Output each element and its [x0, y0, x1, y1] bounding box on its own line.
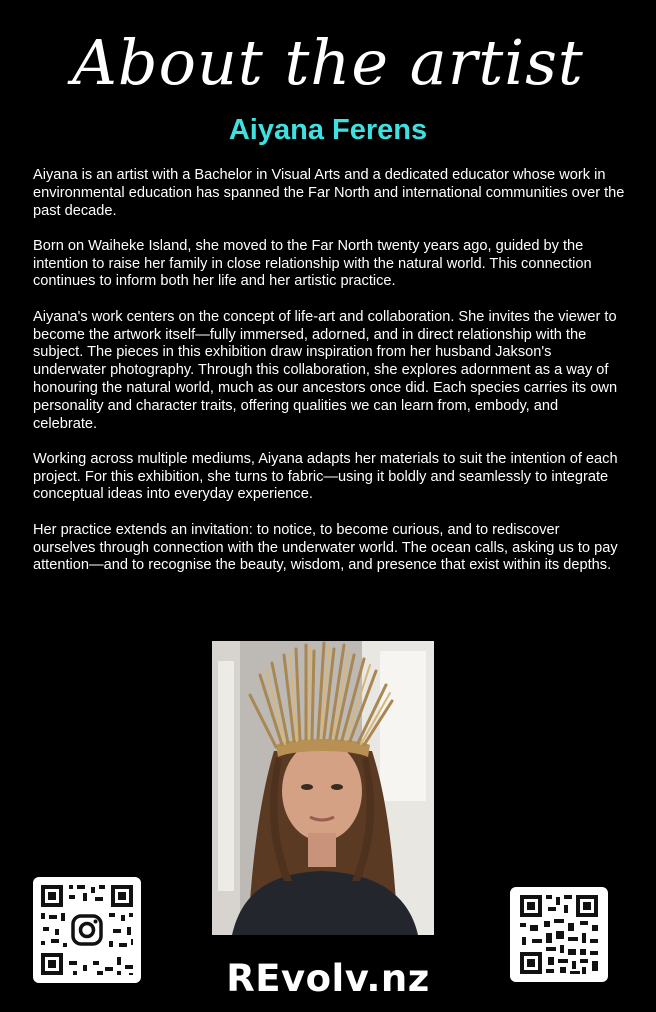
artist-name: Aiyana Ferens — [228, 114, 428, 146]
bio-paragraph: Aiyana's work centers on the concept of life-art and collaboration. She invites the viewer to become the artwork itself—fully immersed, adorned, and in direct relationship with the subject. The pieces in this exhibition draw inspiration from her husband Jakson's underwater photography. Through this collaboration, she explores adornment as a way of honouring the natural world, much as our ancestors once did. Each species carries its own personality and character traits, offering qualities we can learn from, embody, and celebrate. — [33, 308, 618, 432]
artist-photo — [212, 641, 434, 935]
bio-paragraph: Born on Waiheke Island, she moved to the Far North twenty years ago, guided by the intention to raise her family in close relationship with the natural world. This connection continues to inform both her life and her artistic practice. — [33, 237, 592, 290]
bio-paragraph: Her practice extends an invitation: to notice, to become curious, and to rediscover ourselves through connection with the underwater world. The ocean calls, asking us to pay attention—and to recognise the beauty, wisdom, and presence that exist within its depths. — [33, 521, 618, 574]
page-title: About the artist — [72, 26, 584, 99]
artist-bio — [33, 167, 625, 593]
website-link[interactable]: REvolv.nz — [226, 957, 430, 1000]
bio-paragraph: Aiyana is an artist with a Bachelor in Visual Arts and a dedicated educator whose work in environmental education has spanned the Far North and international communities over the past decade. — [33, 167, 625, 219]
bio-paragraph: Working across multiple mediums, Aiyana adapts her materials to suit the intention of each project. For this exhibition, she turns to fabric—using it boldly and seamlessly to integrate conceptual ideas into everyday experience. — [33, 450, 618, 503]
